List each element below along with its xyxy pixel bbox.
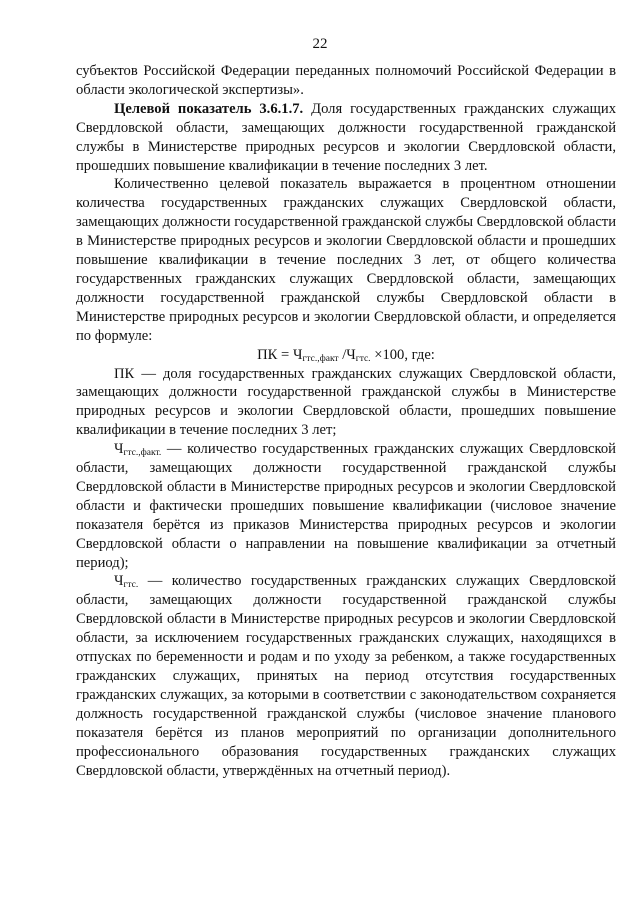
definition-ch-fact	[76, 440, 616, 572]
definition-pk: ПК — доля государственных гражданских служащих Свердловской области, замещающих должности государственной гражданской службы в Министерстве природных ресурсов и экологии Свердловской области, прошедших повышение квалификации в течение последних 3 лет;	[76, 365, 616, 439]
target-indicator-text: Доля государственных гражданских служащих Свердловской области, замещающих должности государственной гражданской службы в Министерстве природных ресурсов и экологии Свердловской области, прошедших повышение квалификации в течение последних 3 лет.	[76, 100, 616, 174]
formula-rhs: ×100, где:	[370, 346, 435, 363]
ch-fact-symbol: Ч	[114, 441, 124, 458]
ch-total-symbol: Ч	[114, 573, 124, 590]
paragraph-target-indicator	[76, 100, 616, 176]
page-number: 22	[312, 36, 328, 52]
formula-sub-total: гтс.	[355, 353, 371, 364]
formula-sub-fact: гтс.,факт	[302, 353, 339, 364]
target-indicator-label: Целевой показатель 3.6.1.7.	[114, 100, 304, 117]
ch-fact-text: — количество государственных гражданских служащих Свердловской области, замещающих должности государственной гражданской службы Свердловской области в Министерстве природных ресурсов и экологии Свердловской области и фактически прошедших повышение квалификации (числовое значение показателя берётся из приказов Министерства природных ресурсов и экологии Свердловской области о направлении на повышение квалификации за отчетный период);	[76, 441, 616, 571]
formula	[76, 346, 616, 365]
paragraph-continuation: субъектов Российской Федерации переданных полномочий Российской Федерации в области экологической экспертизы».	[76, 63, 616, 98]
ch-total-subscript: гтс.	[123, 580, 139, 591]
formula-mid: /Ч	[338, 346, 356, 363]
paragraph-expression: Количественно целевой показатель выражается в процентном отношении количества государственных гражданских служащих Свердловской области, замещающих должности государственной гражданской службы Свердловской области в Министерстве природных ресурсов и экологии Свердловской области и прошедших повышение квалификации в течение последних 3 лет, от общего количества государственных гражданских служащих Свердловской области, замещающих должности государственной гражданской службы Свердловской области в Министерстве природных ресурсов и экологии Свердловской области, и определяется по формуле:	[76, 176, 616, 344]
document-body	[76, 62, 616, 780]
ch-fact-subscript: гтс.,факт.	[123, 448, 162, 459]
ch-total-text: — количество государственных гражданских служащих Свердловской области, замещающих должности государственной гражданской службы Свердловской области в Министерстве природных ресурсов и экологии Свердловской области, за исключением государственных гражданских служащих, находящихся в отпусках по беременности и родам и по уходу за ребенком, а также государственных гражданских служащих, принятых на период отсутствия государственных гражданских служащих, за которыми в соответствии с законодательством сохраняется должность государственной гражданской службы (числовое значение планового показателя берётся из планов мероприятий по организации дополнительного профессионального образования государственных гражданских служащих Свердловской области, утверждённых на отчетный период).	[76, 573, 616, 779]
definition-ch-total	[76, 572, 616, 780]
formula-lhs: ПК = Ч	[257, 346, 303, 363]
